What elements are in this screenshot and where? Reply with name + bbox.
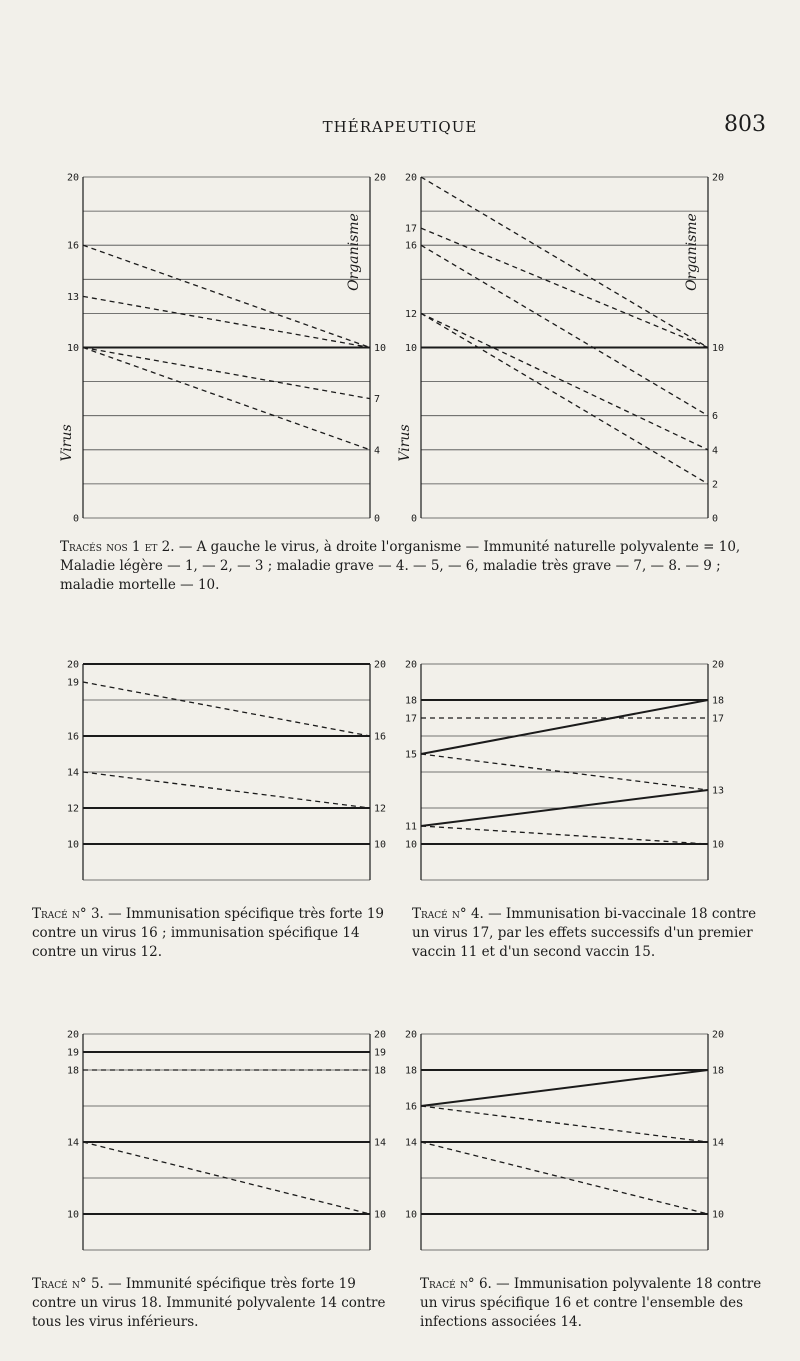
dashed-line xyxy=(421,826,708,844)
dashed-line xyxy=(83,772,370,808)
tick-label-left: 18 xyxy=(404,1065,417,1077)
caption-label: Tracé n° 6. xyxy=(420,1276,492,1292)
caption-trace-3 xyxy=(32,905,387,962)
tick-label-left: 17 xyxy=(404,223,417,235)
tick-label-right: 10 xyxy=(374,343,387,354)
dashed-line xyxy=(421,313,708,484)
chart-trace-1 xyxy=(55,165,400,530)
tick-label-left: 10 xyxy=(404,839,417,851)
tick-label-right: 20 xyxy=(712,172,725,184)
chart-trace-6 xyxy=(393,1022,738,1262)
solid-line xyxy=(421,700,708,754)
dashed-line xyxy=(83,348,370,450)
tick-label-left: 20 xyxy=(66,172,79,184)
tick-label-left: 0 xyxy=(72,513,79,525)
tick-label-right: 20 xyxy=(374,659,387,671)
caption-text: — A gauche le virus, à droite l'organisme — Immunité naturelle polyvalente = 10, Maladie légère — 1, — 2, — 3 ; maladie grave — 4. — 5, — 6, maladie très grave — 7, — 8. — 9 ; maladie mortelle — 10. xyxy=(60,539,741,593)
tick-label-left: 17 xyxy=(404,713,417,725)
tick-label-right: 0 xyxy=(374,513,381,525)
dashed-line xyxy=(83,296,370,347)
tick-label-right: 17 xyxy=(712,713,725,725)
axis-label-organisme: Organisme xyxy=(684,213,700,291)
tick-label-right: 7 xyxy=(374,394,381,406)
dashed-line xyxy=(421,177,708,348)
tick-label-left: 16 xyxy=(404,1101,417,1113)
tick-label-left: 15 xyxy=(404,749,417,761)
solid-line xyxy=(421,1070,708,1106)
caption-label: Tracé n° 5. xyxy=(32,1276,104,1292)
tick-label-right: 20 xyxy=(712,659,725,671)
caption-text: — Immunisation polyvalente 18 contre un virus spécifique 16 et contre l'ensemble des infections associées 14. xyxy=(420,1276,762,1330)
tick-label-left: 10 xyxy=(66,1209,79,1221)
tick-label-left: 14 xyxy=(66,767,79,779)
tick-label-right: 20 xyxy=(712,1029,725,1041)
tick-label-right: 18 xyxy=(712,695,725,707)
tick-label-right: 10 xyxy=(374,839,387,851)
tick-label-left: 13 xyxy=(66,291,79,303)
tick-label-left: 11 xyxy=(404,821,417,833)
tick-label-left: 20 xyxy=(404,172,417,184)
tick-label-left: 10 xyxy=(66,343,79,354)
dashed-line xyxy=(421,245,708,416)
caption-trace-5 xyxy=(32,1275,392,1332)
caption-label: Tracé n° 4. xyxy=(412,906,484,922)
tick-label-right: 10 xyxy=(374,1209,387,1221)
tick-label-right: 14 xyxy=(374,1137,387,1149)
tick-label-right: 4 xyxy=(712,445,719,457)
tick-label-right: 16 xyxy=(374,731,387,743)
tick-label-left: 16 xyxy=(66,731,79,743)
dashed-line xyxy=(421,1106,708,1142)
chart-trace-3 xyxy=(55,652,400,892)
caption-trace-6 xyxy=(420,1275,775,1332)
tick-label-right: 4 xyxy=(374,445,381,457)
page-number: 803 xyxy=(724,112,766,137)
caption-text: — Immunité spécifique très forte 19 contre un virus 18. Immunité polyvalente 14 contre tous les virus inférieurs. xyxy=(32,1276,386,1330)
tick-label-left: 16 xyxy=(66,240,79,252)
tick-label-right: 10 xyxy=(712,343,725,354)
caption-traces-1-2 xyxy=(60,538,772,595)
tick-label-right: 14 xyxy=(712,1137,725,1149)
tick-label-right: 2 xyxy=(712,479,719,491)
tick-label-right: 18 xyxy=(374,1065,387,1077)
caption-text: — Immunisation bi-vaccinale 18 contre un virus 17, par les effets successifs d'un premier vaccin 11 et d'un second vaccin 15. xyxy=(412,906,757,960)
tick-label-left: 20 xyxy=(66,659,79,671)
tick-label-right: 20 xyxy=(374,172,387,184)
caption-trace-4 xyxy=(412,905,777,962)
axis-label-organisme: Organisme xyxy=(346,213,362,291)
tick-label-left: 19 xyxy=(66,1047,79,1059)
chart-trace-5 xyxy=(55,1022,400,1262)
tick-label-right: 10 xyxy=(712,839,725,851)
tick-label-left: 12 xyxy=(66,803,79,815)
caption-label: Tracés nos 1 et 2. xyxy=(60,539,175,555)
tick-label-left: 12 xyxy=(404,308,417,320)
tick-label-right: 18 xyxy=(712,1065,725,1077)
tick-label-left: 10 xyxy=(66,839,79,851)
tick-label-left: 20 xyxy=(404,1029,417,1041)
tick-label-right: 20 xyxy=(374,1029,387,1041)
running-title: THÉRAPEUTIQUE xyxy=(322,118,478,136)
tick-label-right: 19 xyxy=(374,1047,387,1059)
tick-label-left: 16 xyxy=(404,240,417,252)
tick-label-right: 12 xyxy=(374,803,387,815)
tick-label-right: 10 xyxy=(712,1209,725,1221)
tick-label-left: 18 xyxy=(404,695,417,707)
tick-label-left: 19 xyxy=(66,677,79,689)
dashed-line xyxy=(83,348,370,399)
axis-label-virus: Virus xyxy=(397,424,413,462)
tick-label-left: 10 xyxy=(404,343,417,354)
dashed-line xyxy=(421,228,708,347)
axis-label-virus: Virus xyxy=(59,424,75,462)
chart-trace-4 xyxy=(393,652,738,892)
tick-label-right: 13 xyxy=(712,785,725,797)
caption-label: Tracé n° 3. xyxy=(32,906,104,922)
tick-label-left: 14 xyxy=(404,1137,417,1149)
caption-text: — Immunisation spécifique très forte 19 contre un virus 16 ; immunisation spécifique 14 contre un virus 12. xyxy=(32,906,384,960)
tick-label-right: 0 xyxy=(712,513,719,525)
tick-label-left: 0 xyxy=(410,513,417,525)
tick-label-left: 14 xyxy=(66,1137,79,1149)
tick-label-left: 10 xyxy=(404,1209,417,1221)
tick-label-left: 20 xyxy=(66,1029,79,1041)
dashed-line xyxy=(83,682,370,736)
tick-label-right: 6 xyxy=(712,411,719,423)
chart-trace-2 xyxy=(393,165,738,530)
tick-label-left: 20 xyxy=(404,659,417,671)
dashed-line xyxy=(83,245,370,347)
tick-label-left: 18 xyxy=(66,1065,79,1077)
